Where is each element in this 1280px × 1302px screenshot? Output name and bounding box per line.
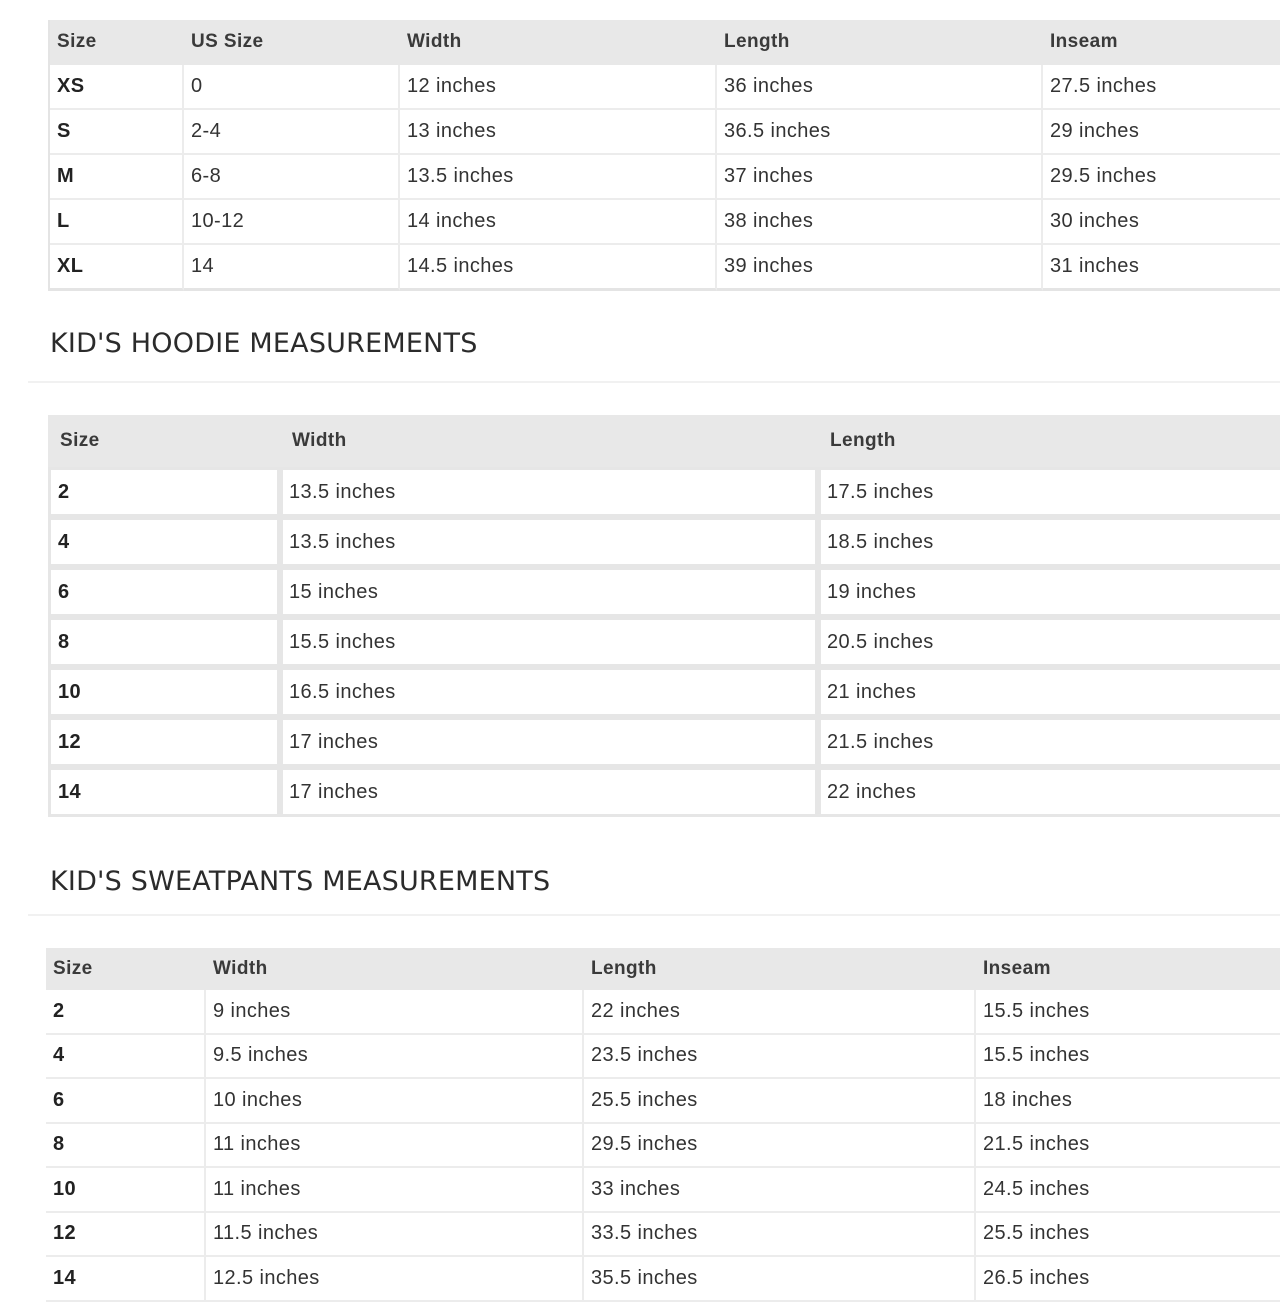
hoodie-section-title: KID'S HOODIE MEASUREMENTS bbox=[50, 328, 478, 359]
measurement-cell: 18 inches bbox=[976, 1079, 1280, 1124]
table-header-row bbox=[48, 415, 1280, 467]
size-cell: 12 bbox=[48, 717, 280, 767]
measurement-cell: 9.5 inches bbox=[206, 1035, 584, 1080]
measurement-cell: 29.5 inches bbox=[1043, 155, 1280, 200]
measurement-cell: 37 inches bbox=[717, 155, 1043, 200]
measurement-cell: 15.5 inches bbox=[976, 1035, 1280, 1080]
measurement-cell: 12.5 inches bbox=[206, 1257, 584, 1302]
column-header: Inseam bbox=[1043, 20, 1280, 65]
measurement-cell: 18.5 inches bbox=[818, 517, 1280, 567]
column-header: Size bbox=[46, 948, 206, 990]
size-cell: 6 bbox=[46, 1079, 206, 1124]
measurement-cell: 30 inches bbox=[1043, 200, 1280, 245]
measurement-cell: 20.5 inches bbox=[818, 617, 1280, 667]
measurement-cell: 21.5 inches bbox=[976, 1124, 1280, 1169]
size-cell: 2 bbox=[46, 990, 206, 1035]
size-cell: 10 bbox=[48, 667, 280, 717]
size-cell: S bbox=[50, 110, 184, 155]
hoodie-size-table bbox=[48, 415, 1280, 817]
section-divider bbox=[28, 381, 1280, 383]
measurement-cell: 9 inches bbox=[206, 990, 584, 1035]
measurement-cell: 0 bbox=[184, 65, 400, 110]
measurement-cell: 21.5 inches bbox=[818, 717, 1280, 767]
measurement-cell: 15 inches bbox=[280, 567, 818, 617]
size-cell: 4 bbox=[46, 1035, 206, 1080]
table-row bbox=[50, 155, 1280, 200]
table-row bbox=[50, 65, 1280, 110]
measurement-cell: 11.5 inches bbox=[206, 1213, 584, 1258]
measurement-cell: 26.5 inches bbox=[976, 1257, 1280, 1302]
size-cell: 4 bbox=[48, 517, 280, 567]
table-row bbox=[48, 667, 1280, 717]
column-header: Width bbox=[280, 415, 818, 467]
table-row bbox=[48, 517, 1280, 567]
size-cell: L bbox=[50, 200, 184, 245]
column-header: US Size bbox=[184, 20, 400, 65]
size-cell: 12 bbox=[46, 1213, 206, 1258]
adult-size-table bbox=[48, 20, 1280, 291]
column-header: Length bbox=[584, 948, 976, 990]
measurement-cell: 17 inches bbox=[280, 767, 818, 817]
measurement-cell: 6-8 bbox=[184, 155, 400, 200]
sweatpants-size-table bbox=[46, 948, 1280, 1302]
measurement-cell: 22 inches bbox=[818, 767, 1280, 817]
table-row bbox=[48, 467, 1280, 517]
table-header-row bbox=[46, 948, 1280, 990]
measurement-cell: 13.5 inches bbox=[280, 517, 818, 567]
measurement-cell: 10-12 bbox=[184, 200, 400, 245]
table-row bbox=[46, 1124, 1280, 1169]
measurement-cell: 21 inches bbox=[818, 667, 1280, 717]
measurement-cell: 12 inches bbox=[400, 65, 717, 110]
measurement-cell: 25.5 inches bbox=[584, 1079, 976, 1124]
measurement-cell: 31 inches bbox=[1043, 245, 1280, 291]
column-header: Width bbox=[400, 20, 717, 65]
measurement-cell: 10 inches bbox=[206, 1079, 584, 1124]
measurement-cell: 15.5 inches bbox=[976, 990, 1280, 1035]
measurement-cell: 19 inches bbox=[818, 567, 1280, 617]
measurement-cell: 14.5 inches bbox=[400, 245, 717, 291]
measurement-cell: 11 inches bbox=[206, 1168, 584, 1213]
measurement-cell: 33 inches bbox=[584, 1168, 976, 1213]
table-row bbox=[46, 1168, 1280, 1213]
measurement-cell: 29.5 inches bbox=[584, 1124, 976, 1169]
table-row bbox=[46, 1213, 1280, 1258]
size-cell: 14 bbox=[48, 767, 280, 817]
measurement-cell: 14 bbox=[184, 245, 400, 291]
column-header: Inseam bbox=[976, 948, 1280, 990]
column-header: Size bbox=[48, 415, 280, 467]
table-row bbox=[48, 617, 1280, 667]
table-row bbox=[46, 1079, 1280, 1124]
column-header: Length bbox=[818, 415, 1280, 467]
table-row bbox=[48, 567, 1280, 617]
measurement-cell: 35.5 inches bbox=[584, 1257, 976, 1302]
table-row bbox=[50, 110, 1280, 155]
column-header: Size bbox=[50, 20, 184, 65]
table-row bbox=[46, 990, 1280, 1035]
measurement-cell: 29 inches bbox=[1043, 110, 1280, 155]
table-row bbox=[48, 717, 1280, 767]
table-row bbox=[46, 1257, 1280, 1302]
measurement-cell: 38 inches bbox=[717, 200, 1043, 245]
column-header: Width bbox=[206, 948, 584, 990]
measurement-cell: 17 inches bbox=[280, 717, 818, 767]
measurement-cell: 25.5 inches bbox=[976, 1213, 1280, 1258]
size-cell: 2 bbox=[48, 467, 280, 517]
measurement-cell: 22 inches bbox=[584, 990, 976, 1035]
measurement-cell: 39 inches bbox=[717, 245, 1043, 291]
table-row bbox=[50, 245, 1280, 291]
measurement-cell: 17.5 inches bbox=[818, 467, 1280, 517]
size-cell: 8 bbox=[46, 1124, 206, 1169]
section-divider bbox=[28, 914, 1280, 916]
size-cell: 6 bbox=[48, 567, 280, 617]
measurement-cell: 13.5 inches bbox=[280, 467, 818, 517]
measurement-cell: 13.5 inches bbox=[400, 155, 717, 200]
measurement-cell: 27.5 inches bbox=[1043, 65, 1280, 110]
size-cell: XS bbox=[50, 65, 184, 110]
column-header: Length bbox=[717, 20, 1043, 65]
measurement-cell: 23.5 inches bbox=[584, 1035, 976, 1080]
measurement-cell: 36 inches bbox=[717, 65, 1043, 110]
size-cell: 10 bbox=[46, 1168, 206, 1213]
measurement-cell: 14 inches bbox=[400, 200, 717, 245]
size-cell: XL bbox=[50, 245, 184, 291]
measurement-cell: 24.5 inches bbox=[976, 1168, 1280, 1213]
measurement-cell: 15.5 inches bbox=[280, 617, 818, 667]
size-cell: 14 bbox=[46, 1257, 206, 1302]
table-header-row bbox=[50, 20, 1280, 65]
measurement-cell: 33.5 inches bbox=[584, 1213, 976, 1258]
measurement-cell: 2-4 bbox=[184, 110, 400, 155]
table-row bbox=[46, 1035, 1280, 1080]
measurement-cell: 11 inches bbox=[206, 1124, 584, 1169]
measurement-cell: 36.5 inches bbox=[717, 110, 1043, 155]
size-cell: 8 bbox=[48, 617, 280, 667]
size-cell: M bbox=[50, 155, 184, 200]
table-row bbox=[50, 200, 1280, 245]
measurement-cell: 16.5 inches bbox=[280, 667, 818, 717]
table-row bbox=[48, 767, 1280, 817]
sweatpants-section-title: KID'S SWEATPANTS MEASUREMENTS bbox=[50, 866, 551, 897]
measurement-cell: 13 inches bbox=[400, 110, 717, 155]
